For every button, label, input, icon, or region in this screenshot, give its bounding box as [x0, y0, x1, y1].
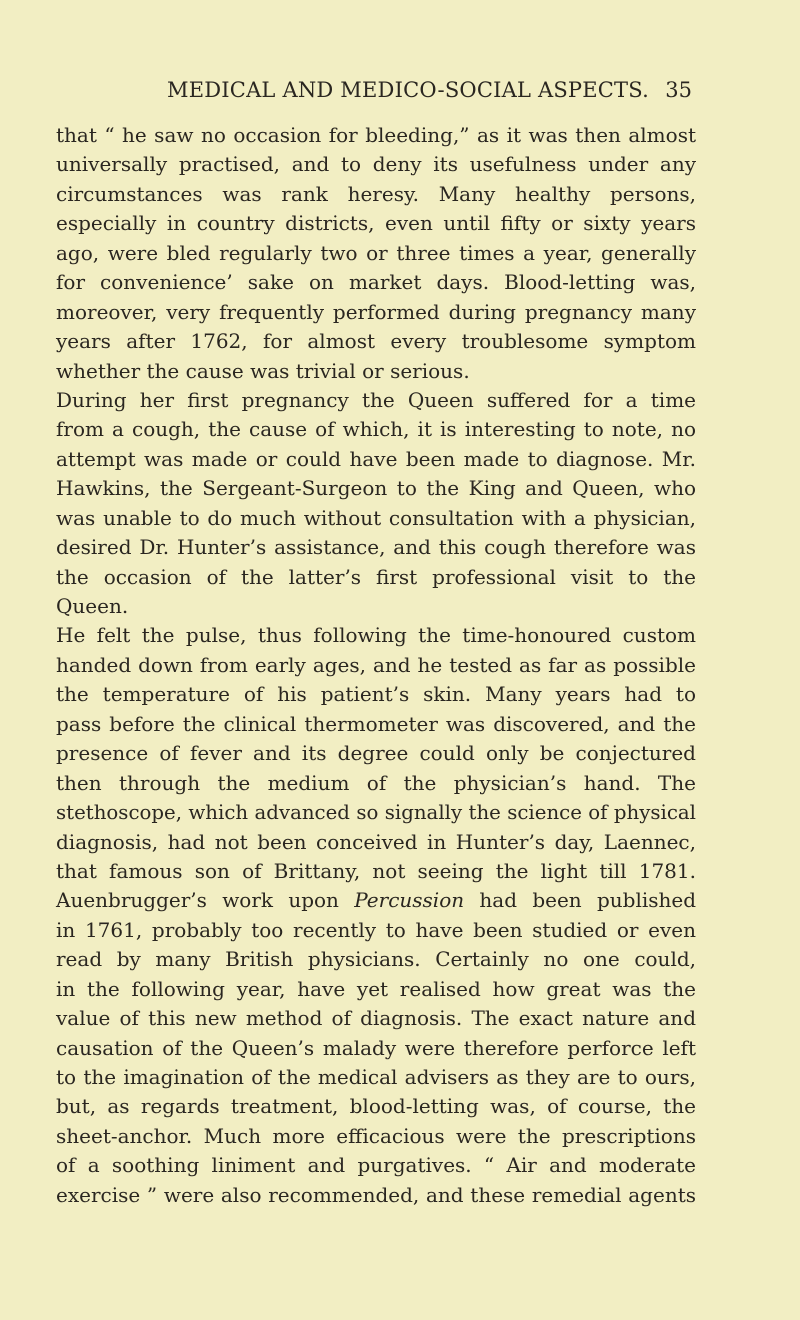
- text-line: [56, 886, 696, 915]
- text-line: whether the cause was trivial or serious.: [56, 358, 470, 383]
- text-line: read by many British physicians. Certainly no one could,: [56, 947, 696, 972]
- text-line: ago, were bled regularly two or three times a year, generally: [56, 240, 696, 265]
- text-line: circumstances was rank heresy. Many healthy persons,: [56, 181, 696, 206]
- text-line: pass before the clinical thermometer was discovered, and the: [56, 711, 696, 736]
- page-number: 35: [665, 78, 692, 102]
- text-line: universally practised, and to deny its usefulness under any: [56, 152, 696, 177]
- text-line: especially in country districts, even until fifty or sixty years: [56, 211, 696, 236]
- text-line: value of this new method of diagnosis. The exact nature and: [56, 1006, 696, 1031]
- text-line: He felt the pulse, thus following the time-honoured custom: [56, 623, 696, 648]
- text-line: causation of the Queen’s malady were therefore perforce left: [56, 1035, 696, 1060]
- text-fragment: had been published: [479, 888, 697, 913]
- text-line: handed down from early ages, and he tested as far as possible: [56, 652, 696, 677]
- text-fragment: Auenbrugger’s work upon: [56, 888, 339, 913]
- text-line: moreover, very frequently performed during pregnancy many: [56, 299, 696, 324]
- text-line: from a cough, the cause of which, it is interesting to note, no: [56, 417, 696, 442]
- text-line: During her first pregnancy the Queen suffered for a time: [56, 387, 696, 412]
- text-line: in the following year, have yet realised how great was the: [56, 976, 696, 1001]
- text-line: presence of fever and its degree could only be conjectured: [56, 741, 696, 766]
- text-line: Queen.: [56, 594, 129, 618]
- text-line: then through the medium of the physician’s hand. The: [56, 770, 696, 795]
- text-line: stethoscope, which advanced so signally the science of physical: [56, 801, 696, 825]
- text-line: the occasion of the latter’s first professional visit to the: [56, 564, 696, 589]
- text-line: in 1761, probably too recently to have been studied or even: [56, 917, 696, 942]
- text-line: of a soothing liniment and purgatives. “ Air and moderate: [56, 1153, 696, 1178]
- text-line: sheet-anchor. Much more efficacious were the prescriptions: [56, 1123, 696, 1148]
- text-line: exercise ” were also recommended, and these remedial agents: [56, 1182, 696, 1207]
- text-line: years after 1762, for almost every troublesome symptom: [56, 329, 696, 354]
- text-line: the temperature of his patient’s skin. Many years had to: [56, 682, 696, 707]
- text-line: to the imagination of the medical advisers as they are to ours,: [56, 1065, 696, 1089]
- running-head: MEDICAL AND MEDICO-SOCIAL ASPECTS.: [167, 78, 649, 102]
- text-line: for convenience’ sake on market days. Blood-letting was,: [56, 270, 696, 295]
- body-text: [56, 121, 696, 1210]
- text-line: Hawkins, the Sergeant-Surgeon to the King and Queen, who: [56, 476, 696, 501]
- italic-title: Percussion: [354, 888, 465, 913]
- text-line: was unable to do much without consultation with a physician,: [56, 505, 696, 530]
- text-line: that famous son of Brittany, not seeing the light till 1781.: [56, 858, 696, 883]
- text-line: attempt was made or could have been made to diagnose. Mr.: [56, 446, 696, 471]
- text-line: diagnosis, had not been conceived in Hunter’s day, Laennec,: [56, 829, 696, 854]
- text-line: desired Dr. Hunter’s assistance, and this cough therefore was: [56, 535, 696, 560]
- text-line: that “ he saw no occasion for bleeding,” as it was then almost: [56, 123, 696, 147]
- text-line: but, as regards treatment, blood-letting was, of course, the: [56, 1094, 696, 1119]
